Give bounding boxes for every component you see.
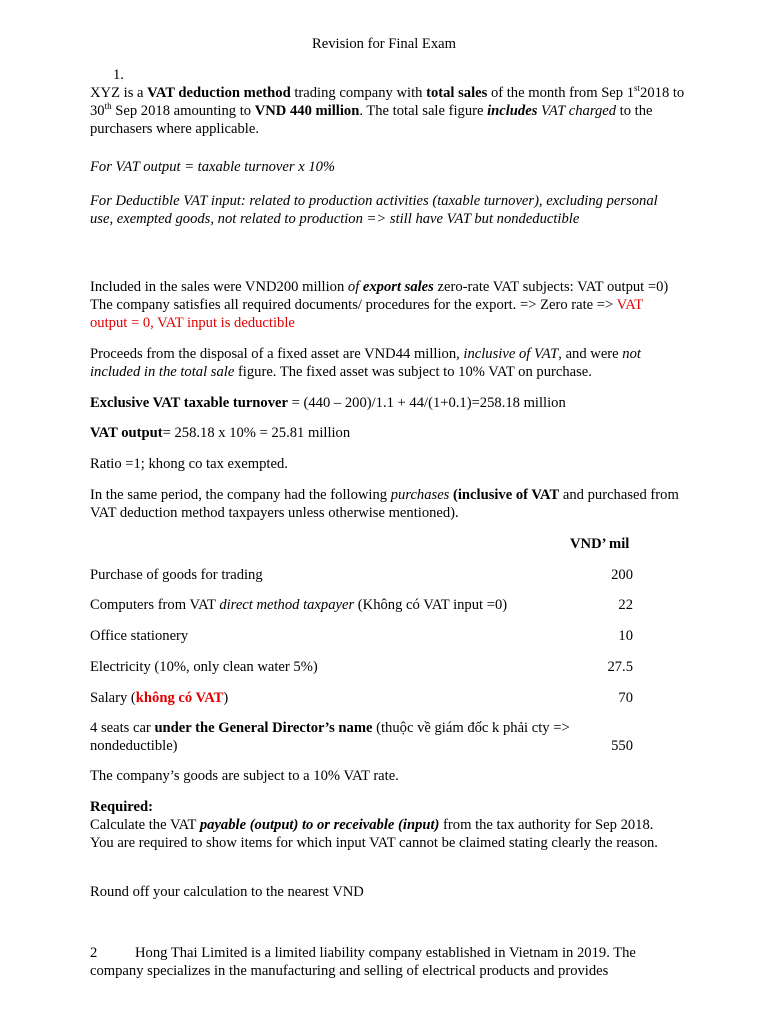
purchase-item: Salary (không có VAT) 70 <box>90 690 633 706</box>
purchase-item: Electricity (10%, only clean water 5%) 27.5 <box>90 659 633 675</box>
question-2-number: 2 <box>90 945 98 961</box>
round-off-note: Round off your calculation to the nearest VND <box>90 884 364 900</box>
export-sales-paragraph: Included in the sales were VND200 million of export sales zero-rate VAT subjects: VAT output =0) The company satisfies all required documents/ procedures for the export. => Zero rate => VAT output = 0, VAT input is deductible <box>90 279 669 331</box>
purchase-item: Computers from VAT direct method taxpayer (Không có VAT input =0) 22 <box>90 597 633 613</box>
required-heading: Required: <box>90 799 153 815</box>
question-2-text: Hong Thai Limited is a limited liability company established in Vietnam in 2019. The company specializes in the manufacturing and selling of electrical products and provides <box>90 945 636 979</box>
question-1-number: 1. <box>113 67 124 83</box>
calc-vat-output: VAT output= 258.18 x 10% = 25.81 million <box>90 425 351 441</box>
purchase-item: 4 seats car under the General Director’s name (thuộc về giám đốc k phải cty => nondeductible) 550 <box>90 720 633 754</box>
note-vat-output: For VAT output = taxable turnover x 10% <box>90 159 336 175</box>
required-text: Calculate the VAT payable (output) to or receivable (input) from the tax authority for Sep 2018. You are required to show items for which input VAT cannot be claimed stating clearly the reason. <box>90 817 658 851</box>
question-1-intro: XYZ is a VAT deduction method trading company with total sales of the month from Sep 1st2018 to 30th Sep 2018 amounting to VND 440 million. The total sale figure includes VAT charged to the purchasers where applicable. <box>90 83 685 137</box>
unit-header: VND’ mil <box>570 536 630 552</box>
purchase-item: Office stationery 10 <box>90 628 633 644</box>
note-deductible-vat: For Deductible VAT input: related to production activities (taxable turnover), excluding personal use, exempted goods, not related to production => still have VAT but nondeductible <box>90 193 658 227</box>
fixed-asset-paragraph: Proceeds from the disposal of a fixed asset are VND44 million, inclusive of VAT, and were not included in the total sale figure. The fixed asset was subject to 10% VAT on purchase. <box>90 346 641 380</box>
ratio-note: Ratio =1; khong co tax exempted. <box>90 456 288 472</box>
purchases-paragraph: In the same period, the company had the following purchases (inclusive of VAT and purchased from VAT deduction method taxpayers unless otherwise mentioned). <box>90 487 679 521</box>
goods-vat-rate: The company’s goods are subject to a 10% VAT rate. <box>90 768 399 784</box>
purchase-item: Purchase of goods for trading 200 <box>90 567 633 583</box>
page-title: Revision for Final Exam <box>312 36 456 52</box>
calc-taxable-turnover: Exclusive VAT taxable turnover = (440 – 200)/1.1 + 44/(1+0.1)=258.18 million <box>90 395 566 411</box>
